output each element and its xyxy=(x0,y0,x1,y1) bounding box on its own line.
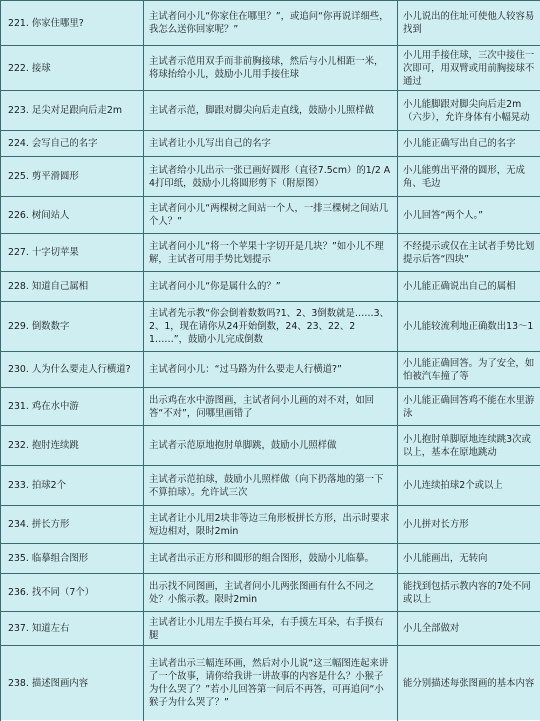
method-cell: 主试者出示正方形和圆形的组合图形，鼓励小儿临摹。 xyxy=(144,544,398,574)
method-cell: 主试者出示三幅连环画，然后对小儿说“这三幅图连起来讲了一个故事，请你给我讲一讲故事的内容是什么？小猴子为什么哭了？”若小儿回答第一问后不再答，可再追问“小猴子为什么哭了？” xyxy=(144,646,398,721)
criterion-cell: 小儿说出的住址可使他人较容易找到 xyxy=(398,1,540,46)
item-cell: 224. 会写自己的名字 xyxy=(1,131,144,157)
criterion-cell: 小儿能较流利地正确数出13～1 xyxy=(398,302,540,352)
criterion-cell: 小儿回答“两个人。” xyxy=(398,197,540,234)
item-cell: 237. 知道左右 xyxy=(1,612,144,646)
table-row xyxy=(1,352,540,388)
item-cell: 233. 拍球2个 xyxy=(1,466,144,506)
table-row xyxy=(1,157,540,197)
item-cell: 232. 抱肘连续跳 xyxy=(1,426,144,466)
criterion-cell: 小儿能脚跟对脚尖向后走2m（六步），允许身体有小幅晃动 xyxy=(398,91,540,131)
table-row xyxy=(1,506,540,544)
criterion-cell: 小儿能正确写出自己的名字 xyxy=(398,131,540,157)
method-cell: 主试者问小儿“将一个苹果十字切开是几块？”如小儿不理解，主试者可用手势比划提示 xyxy=(144,234,398,272)
table-row xyxy=(1,197,540,234)
criterion-cell: 小儿全部做对 xyxy=(398,612,540,646)
item-cell: 227. 十字切苹果 xyxy=(1,234,144,272)
table-row xyxy=(1,91,540,131)
criterion-cell: 小儿能正确说出自己的属相 xyxy=(398,272,540,302)
criterion-cell: 能分别描述每张图画的基本内容 xyxy=(398,646,540,721)
method-cell: 主试者问小儿“你是属什么的？” xyxy=(144,272,398,302)
method-cell: 主试者示范原地抱肘单脚跳，鼓励小儿照样做 xyxy=(144,426,398,466)
item-cell: 228. 知道自己属相 xyxy=(1,272,144,302)
criterion-cell: 小儿抱肘单脚原地连续跳3次或以上，基本在原地跳动 xyxy=(398,426,540,466)
item-cell: 225. 剪平滑圆形 xyxy=(1,157,144,197)
criterion-cell: 小儿拼对长方形 xyxy=(398,506,540,544)
item-cell: 229. 倒数数字 xyxy=(1,302,144,352)
table-row xyxy=(1,426,540,466)
method-cell: 主试者示范用双手而非前胸接球，然后与小儿相距一米，将球抬给小儿，鼓励小儿用手接住球 xyxy=(144,46,398,91)
method-cell: 主试者先示教“你会倒着数数吗?1、2、3倒数就是……3、2、1，现在请你从24开始倒数，24、23、22、21……”，鼓励小儿完成倒数 xyxy=(144,302,398,352)
table-row xyxy=(1,131,540,157)
criterion-cell: 能找到包括示教内容的7处不同或以上 xyxy=(398,574,540,612)
table-row xyxy=(1,46,540,91)
method-cell: 出示找不同图画，主试者问小儿两张图画有什么不同之处？小熊示教。限时2min xyxy=(144,574,398,612)
table-row xyxy=(1,612,540,646)
item-cell: 223. 足尖对足跟向后走2m xyxy=(1,91,144,131)
table-row xyxy=(1,646,540,721)
method-cell: 主试者问小儿“你家住在哪里？”，或追问“你再说详细些，我怎么送你回家呢？” xyxy=(144,1,398,46)
criterion-cell: 小儿能正确回答鸡不能在水里游泳 xyxy=(398,388,540,426)
table-row xyxy=(1,388,540,426)
table-row xyxy=(1,544,540,574)
table-row xyxy=(1,574,540,612)
method-cell: 主试者问小儿“两棵树之间站一个人，一排三棵树之间站几个人？” xyxy=(144,197,398,234)
table-row xyxy=(1,302,540,352)
item-cell: 236. 找不同（7个） xyxy=(1,574,144,612)
method-cell: 主试者问小儿：“过马路为什么要走人行横道?” xyxy=(144,352,398,388)
method-cell: 主试者示范拍球，鼓励小儿照样做（向下扔落地的第一下不算拍球）。允许试三次 xyxy=(144,466,398,506)
criterion-cell: 小儿能剪出平滑的圆形，无成角、毛边 xyxy=(398,157,540,197)
method-cell: 主试者让小儿写出自己的名字 xyxy=(144,131,398,157)
method-cell: 主试者给小儿出示一张已画好圆形（直径7.5cm）的1/2 A4打印纸，鼓励小儿将圆形剪下（附原图） xyxy=(144,157,398,197)
table-row xyxy=(1,234,540,272)
method-cell: 主试者示范，脚跟对脚尖向后走直线，鼓励小儿照样做 xyxy=(144,91,398,131)
method-cell: 主试者让小儿用2块非等边三角形板拼长方形，出示时要求短边相对，限时2min xyxy=(144,506,398,544)
item-cell: 235. 临摹组合图形 xyxy=(1,544,144,574)
item-cell: 230. 人为什么要走人行横道? xyxy=(1,352,144,388)
item-cell: 238. 描述图画内容 xyxy=(1,646,144,721)
item-cell: 234. 拼长方形 xyxy=(1,506,144,544)
table-row xyxy=(1,466,540,506)
table-row xyxy=(1,1,540,46)
criterion-cell: 不经提示或仅在主试者手势比划提示后答“四块” xyxy=(398,234,540,272)
method-cell: 出示鸡在水中游图画，主试者问小儿画的对不对，如回答“不对”，问哪里画错了 xyxy=(144,388,398,426)
item-cell: 222. 接球 xyxy=(1,46,144,91)
table-row xyxy=(1,272,540,302)
criterion-cell: 小儿连续拍球2个或以上 xyxy=(398,466,540,506)
item-cell: 231. 鸡在水中游 xyxy=(1,388,144,426)
item-cell: 226. 树间站人 xyxy=(1,197,144,234)
criterion-cell: 小儿用手接住球，三次中接住一次即可，用双臂或用前胸接球不通过 xyxy=(398,46,540,91)
method-cell: 主试者让小儿用左手摸右耳朵，右手摸左耳朵，右手摸右腿 xyxy=(144,612,398,646)
criterion-cell: 小儿能正确回答。为了安全，如怕被汽车撞了等 xyxy=(398,352,540,388)
item-cell: 221. 你家住哪里? xyxy=(1,1,144,46)
criterion-cell: 小儿能画出，无转向 xyxy=(398,544,540,574)
